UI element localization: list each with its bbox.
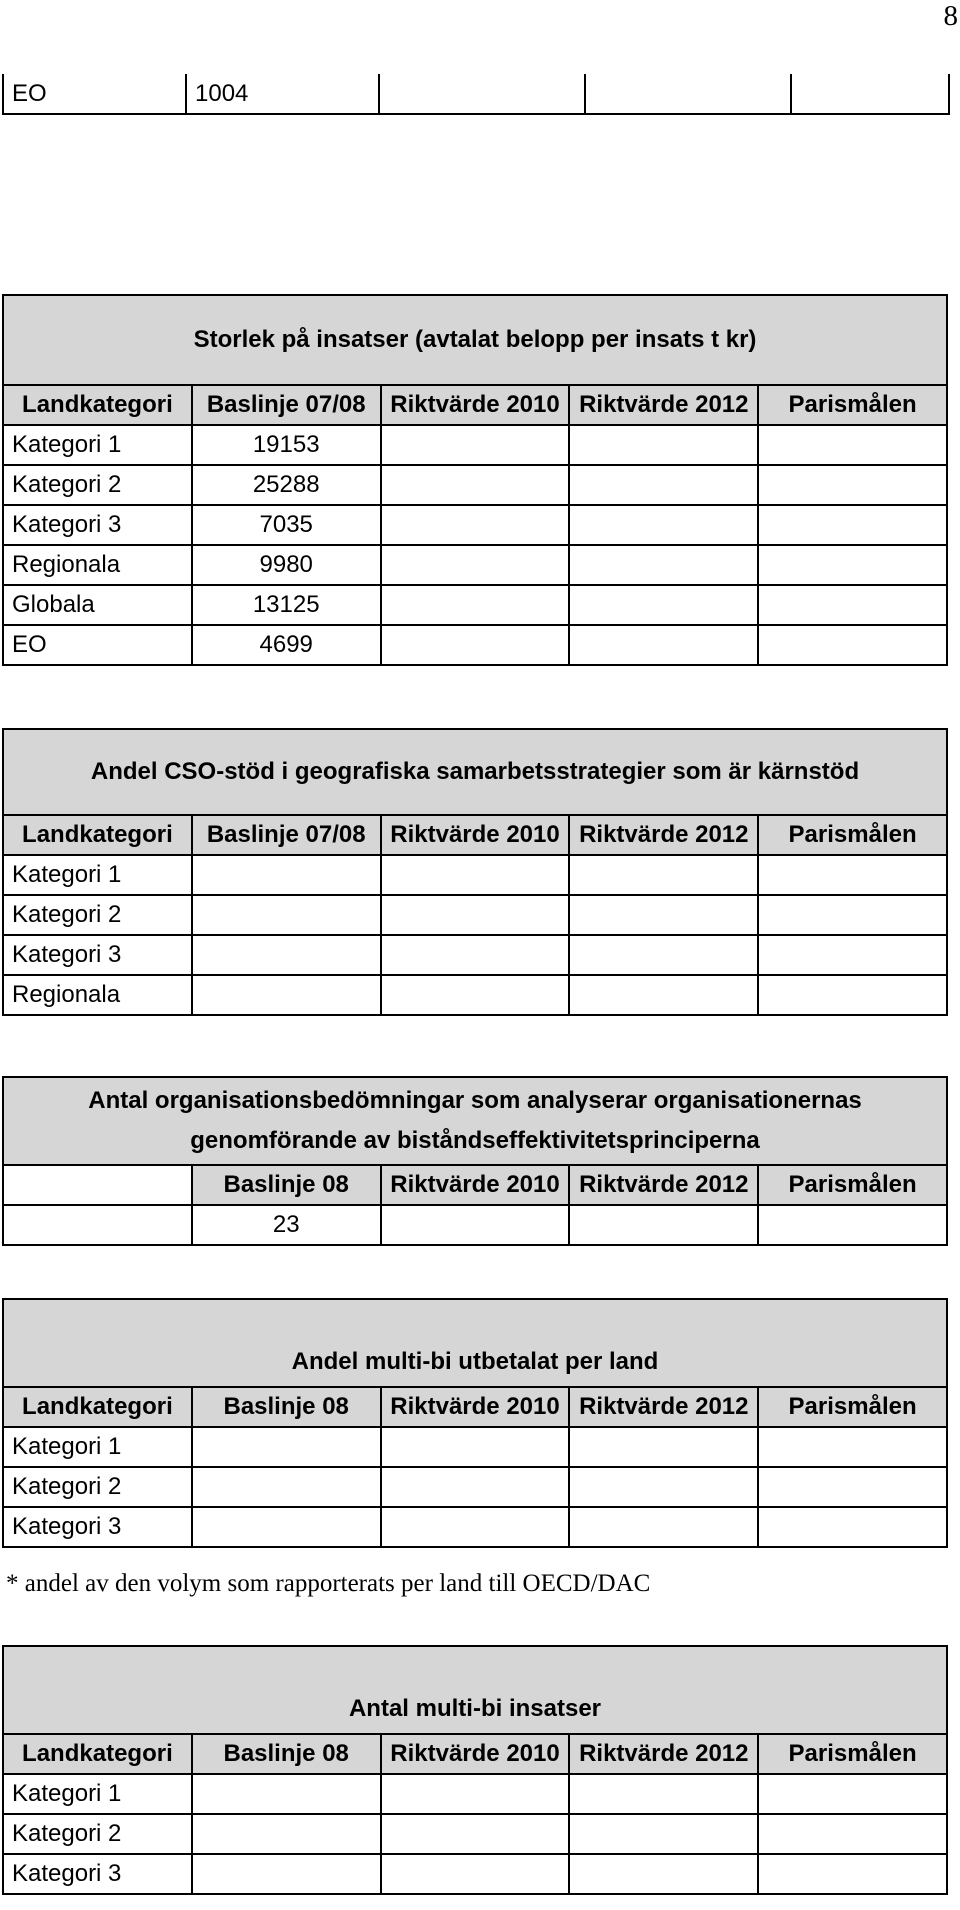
table-row: Kategori 1 19153 xyxy=(3,425,947,465)
table-row: Kategori 2 25288 xyxy=(3,465,947,505)
table-row: Regionala xyxy=(3,975,947,1015)
table-title: Andel multi-bi utbetalat per land xyxy=(3,1299,947,1387)
table-row: Kategori 3 xyxy=(3,1854,947,1894)
table-row: Kategori 2 xyxy=(3,895,947,935)
page-number: 8 xyxy=(943,0,958,32)
table-title xyxy=(3,1077,947,1165)
table-header-row xyxy=(3,385,947,425)
table-row: EO 4699 xyxy=(3,625,947,665)
table-header-row xyxy=(3,1165,947,1205)
header-cell: Riktvärde 2012 xyxy=(569,1734,758,1774)
table-row xyxy=(3,74,949,114)
header-cell: Parismålen xyxy=(758,1387,947,1427)
header-cell: Riktvärde 2010 xyxy=(381,1165,570,1205)
table-title-row xyxy=(3,295,947,385)
header-cell: Riktvärde 2010 xyxy=(381,815,570,855)
table-title: Antal multi-bi insatser xyxy=(3,1646,947,1734)
table-row: Kategori 3 7035 xyxy=(3,505,947,545)
row-label: EO xyxy=(3,74,186,114)
table-title-line: genomförande av biståndseffektivitetsprinciperna xyxy=(190,1127,760,1154)
header-cell: Landkategori xyxy=(3,385,192,425)
table-organisationsbedomningar xyxy=(2,1076,948,1246)
table-andel-multi-bi xyxy=(2,1298,948,1548)
table-row: Kategori 1 xyxy=(3,1774,947,1814)
table-row: Kategori 3 xyxy=(3,1507,947,1547)
table-title-row xyxy=(3,1077,947,1165)
row-value: 1004 xyxy=(186,74,379,114)
header-cell: Riktvärde 2010 xyxy=(381,385,570,425)
table-storlek-insatser xyxy=(2,294,948,666)
header-cell: Baslinje 08 xyxy=(192,1734,381,1774)
header-cell: Baslinje 07/08 xyxy=(192,815,381,855)
header-cell: Landkategori xyxy=(3,1734,192,1774)
header-cell: Landkategori xyxy=(3,815,192,855)
table-title: Andel CSO-stöd i geografiska samarbetsstrategier som är kärnstöd xyxy=(3,729,947,815)
table-row: Kategori 1 xyxy=(3,1427,947,1467)
table-title-row xyxy=(3,1646,947,1734)
table-title-line: Antal organisationsbedömningar som analyserar organisationernas xyxy=(88,1087,862,1114)
header-cell: Riktvärde 2010 xyxy=(381,1734,570,1774)
table-row: Globala 13125 xyxy=(3,585,947,625)
table-header-row xyxy=(3,815,947,855)
table-antal-multi-bi xyxy=(2,1645,948,1895)
header-cell: Parismålen xyxy=(758,815,947,855)
table-cso-stod xyxy=(2,728,948,1016)
header-cell: Riktvärde 2010 xyxy=(381,1387,570,1427)
header-cell: Riktvärde 2012 xyxy=(569,1387,758,1427)
header-cell: Landkategori xyxy=(3,1387,192,1427)
table-row: Kategori 2 xyxy=(3,1814,947,1854)
header-cell: Riktvärde 2012 xyxy=(569,1165,758,1205)
header-cell: Baslinje 08 xyxy=(192,1165,381,1205)
header-cell: Parismålen xyxy=(758,1734,947,1774)
row-value: 23 xyxy=(192,1205,381,1245)
table-title: Storlek på insatser (avtalat belopp per insats t kr) xyxy=(3,295,947,385)
table-row: Kategori 1 xyxy=(3,855,947,895)
table-row: Kategori 3 xyxy=(3,935,947,975)
table-title-row xyxy=(3,729,947,815)
header-cell: Parismålen xyxy=(758,1165,947,1205)
table-header-row xyxy=(3,1734,947,1774)
table-row: Regionala 9980 xyxy=(3,545,947,585)
header-cell: Parismålen xyxy=(758,385,947,425)
table-row xyxy=(3,1205,947,1245)
table-row: Kategori 2 xyxy=(3,1467,947,1507)
table-header-row xyxy=(3,1387,947,1427)
header-cell: Riktvärde 2012 xyxy=(569,815,758,855)
top-eo-table xyxy=(2,74,950,115)
header-cell: Baslinje 07/08 xyxy=(192,385,381,425)
header-cell: Riktvärde 2012 xyxy=(569,385,758,425)
table-title-row xyxy=(3,1299,947,1387)
header-cell: Baslinje 08 xyxy=(192,1387,381,1427)
footnote: * andel av den volym som rapporterats per land till OECD/DAC xyxy=(6,1570,651,1597)
